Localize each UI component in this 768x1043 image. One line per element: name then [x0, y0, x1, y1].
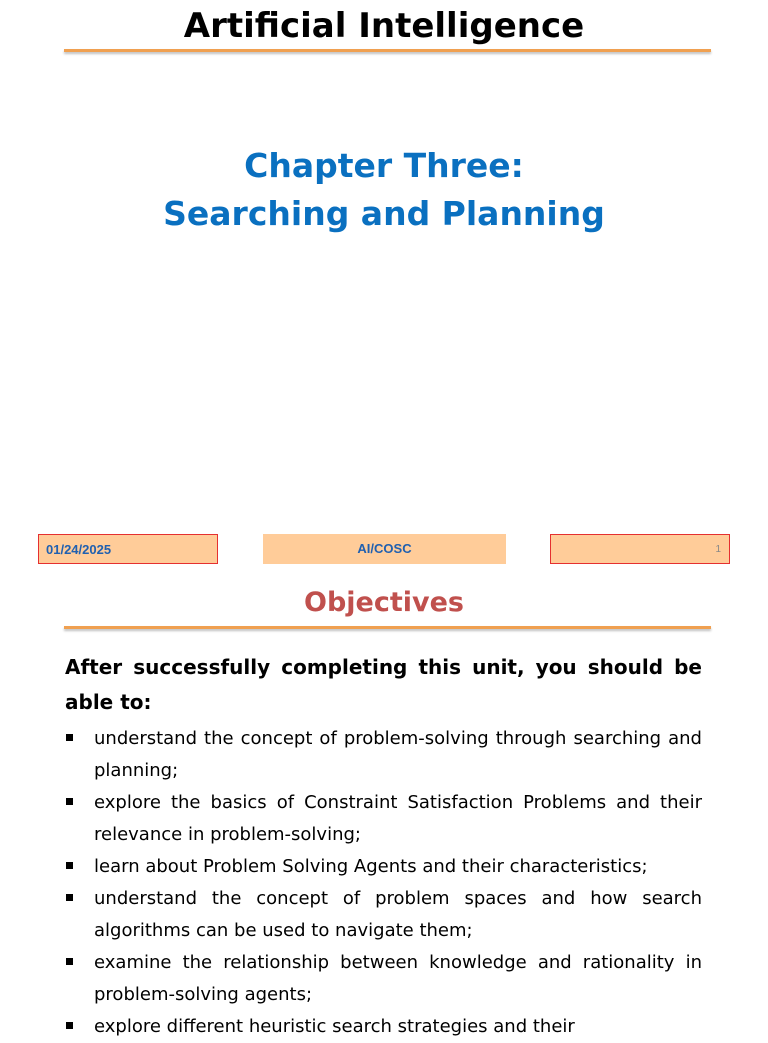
chapter-heading	[0, 142, 768, 238]
footer-page-number: 1	[550, 534, 730, 564]
title-underline	[64, 49, 711, 52]
chapter-title: Searching and Planning	[163, 194, 605, 233]
list-item: explore different heuristic search strategies and their	[65, 1011, 702, 1043]
objectives-list	[65, 723, 702, 1043]
footer-date: 01/24/2025	[38, 534, 218, 564]
footer-course: AI/COSC	[263, 534, 506, 564]
square-bullet-icon	[66, 1022, 73, 1029]
list-item: understand the concept of problem spaces and how search algorithms can be used to navigate them;	[65, 883, 702, 947]
chapter-number: Chapter Three:	[244, 146, 524, 185]
square-bullet-icon	[66, 798, 73, 805]
list-item: learn about Problem Solving Agents and their characteristics;	[65, 851, 702, 883]
list-item: examine the relationship between knowledge and rationality in problem-solving agents;	[65, 947, 702, 1011]
square-bullet-icon	[66, 734, 73, 741]
objectives-title: Objectives	[304, 587, 464, 618]
square-bullet-icon	[66, 862, 73, 869]
square-bullet-icon	[66, 894, 73, 901]
slide-2	[0, 580, 768, 1037]
slide-title: Artificial Intelligence	[183, 6, 585, 46]
list-item: understand the concept of problem-solving through searching and planning;	[65, 723, 702, 787]
title-underline	[64, 626, 711, 629]
objectives-intro: After successfully completing this unit, you should be able to:	[65, 655, 702, 714]
list-item: explore the basics of Constraint Satisfaction Problems and their relevance in problem-solving;	[65, 787, 702, 851]
square-bullet-icon	[66, 958, 73, 965]
